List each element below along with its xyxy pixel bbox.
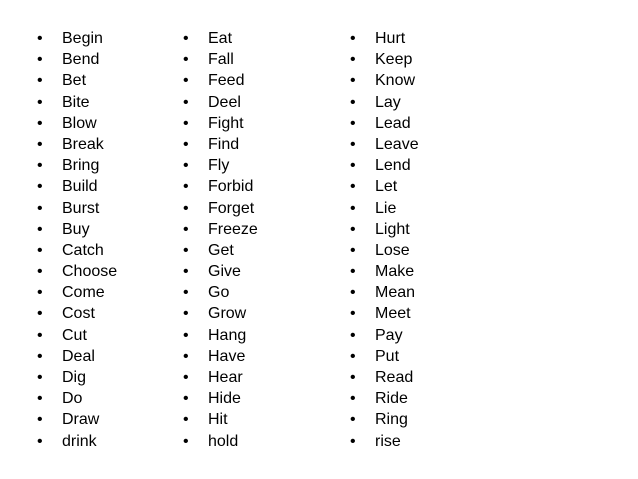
bullet-icon: • xyxy=(350,199,356,217)
bullet-icon: • xyxy=(350,390,356,408)
word-text: Catch xyxy=(62,241,104,259)
bullet-icon: • xyxy=(183,347,189,365)
word-text: Cut xyxy=(62,326,87,344)
word-text: Let xyxy=(375,178,398,196)
word-text: Choose xyxy=(62,263,118,281)
word-text: Hit xyxy=(208,411,228,429)
bullet-icon: • xyxy=(37,390,43,408)
bullet-icon: • xyxy=(37,241,43,259)
bullet-icon: • xyxy=(37,326,43,344)
word-text: Find xyxy=(208,135,240,153)
word-text: Grow xyxy=(208,305,247,323)
bullet-icon: • xyxy=(37,263,43,281)
bullet-icon: • xyxy=(183,241,189,259)
word-text: Fly xyxy=(208,157,230,175)
bullet-icon: • xyxy=(37,347,43,365)
word-text: rise xyxy=(375,432,401,450)
word-text: Hide xyxy=(208,390,241,408)
bullet-icon: • xyxy=(350,178,356,196)
bullet-icon: • xyxy=(183,432,189,450)
bullet-icon: • xyxy=(37,51,43,69)
word-text: Begin xyxy=(62,30,103,47)
word-text: Mean xyxy=(375,284,416,302)
word-text: Have xyxy=(208,347,246,365)
word-text: Lie xyxy=(375,199,397,217)
bullet-icon: • xyxy=(183,199,189,217)
word-text: Put xyxy=(375,347,400,365)
bullet-icon: • xyxy=(37,30,43,47)
bullet-icon: • xyxy=(350,114,356,132)
word-text: Light xyxy=(375,220,410,238)
bullet-icon: • xyxy=(350,305,356,323)
bullet-icon: • xyxy=(37,135,43,153)
word-text: Fall xyxy=(208,51,234,69)
word-text: Dig xyxy=(62,369,87,386)
word-text: Hang xyxy=(208,326,247,344)
word-text: Fight xyxy=(208,114,244,132)
word-text: Do xyxy=(62,390,83,408)
word-text: hold xyxy=(208,432,239,450)
bullet-icon: • xyxy=(350,284,356,302)
word-text: Go xyxy=(208,284,230,302)
word-text: Meet xyxy=(375,305,411,323)
bullet-icon: • xyxy=(37,199,43,217)
word-text: Bend xyxy=(62,51,100,69)
bullet-icon: • xyxy=(183,114,189,132)
word-text: Freeze xyxy=(208,220,258,238)
bullet-icon: • xyxy=(37,305,43,323)
bullet-icon: • xyxy=(37,220,43,238)
bullet-icon: • xyxy=(183,30,189,47)
word-text: Lead xyxy=(375,114,411,132)
word-text: Forbid xyxy=(208,178,254,196)
bullet-icon: • xyxy=(37,178,43,196)
bullet-icon: • xyxy=(183,178,189,196)
bullet-icon: • xyxy=(350,30,356,47)
word-text: Burst xyxy=(62,199,100,217)
word-text: Draw xyxy=(62,411,100,429)
word-text: Bring xyxy=(62,157,100,175)
bullet-icon: • xyxy=(183,263,189,281)
bullet-icon: • xyxy=(183,305,189,323)
bullet-icon: • xyxy=(350,263,356,281)
word-text: Build xyxy=(62,178,98,196)
bullet-icon: • xyxy=(37,72,43,90)
bullet-icon: • xyxy=(183,411,189,429)
bullet-icon: • xyxy=(183,390,189,408)
word-text: Hurt xyxy=(375,30,406,47)
word-text: Ring xyxy=(375,411,408,429)
word-text: Hear xyxy=(208,369,243,386)
bullet-icon: • xyxy=(183,51,189,69)
word-text: Lose xyxy=(375,241,410,259)
bullet-icon: • xyxy=(350,51,356,69)
bullet-icon: • xyxy=(37,432,43,450)
word-text: drink xyxy=(62,432,97,450)
bullet-icon: • xyxy=(350,157,356,175)
word-text: Deel xyxy=(208,93,241,111)
word-text: Get xyxy=(208,241,234,259)
word-text: Bite xyxy=(62,93,90,111)
word-text: Know xyxy=(375,72,416,90)
word-text: Forget xyxy=(208,199,255,217)
bullet-icon: • xyxy=(350,220,356,238)
bullet-icon: • xyxy=(350,72,356,90)
word-text: Blow xyxy=(62,114,97,132)
word-text: Feed xyxy=(208,72,245,90)
word-text: Come xyxy=(62,284,105,302)
bullet-icon: • xyxy=(350,411,356,429)
bullet-icon: • xyxy=(183,93,189,111)
word-text: Bet xyxy=(62,72,87,90)
bullet-icon: • xyxy=(350,93,356,111)
word-text: Deal xyxy=(62,347,95,365)
bullet-icon: • xyxy=(183,157,189,175)
bullet-icon: • xyxy=(350,135,356,153)
word-text: Make xyxy=(375,263,415,281)
bullet-icon: • xyxy=(350,347,356,365)
bullet-icon: • xyxy=(183,72,189,90)
bullet-icon: • xyxy=(183,284,189,302)
word-text: Leave xyxy=(375,135,419,153)
bullet-icon: • xyxy=(350,432,356,450)
word-text: Eat xyxy=(208,30,233,47)
word-text: Ride xyxy=(375,390,408,408)
bullet-icon: • xyxy=(350,326,356,344)
bullet-icon: • xyxy=(183,220,189,238)
word-text: Lend xyxy=(375,157,411,175)
bullet-icon: • xyxy=(37,284,43,302)
word-text: Keep xyxy=(375,51,413,69)
word-text: Buy xyxy=(62,220,90,238)
bullet-icon: • xyxy=(37,369,43,386)
bullet-icon: • xyxy=(37,411,43,429)
bullet-icon: • xyxy=(350,369,356,386)
bullet-icon: • xyxy=(37,157,43,175)
word-text: Lay xyxy=(375,93,401,111)
word-text: Break xyxy=(62,135,104,153)
bullet-icon: • xyxy=(37,114,43,132)
word-text: Cost xyxy=(62,305,95,323)
word-text: Read xyxy=(375,369,414,386)
word-text: Pay xyxy=(375,326,403,344)
bullet-icon: • xyxy=(350,241,356,259)
bullet-icon: • xyxy=(183,135,189,153)
bullet-icon: • xyxy=(183,326,189,344)
bullet-icon: • xyxy=(183,369,189,386)
bullet-icon: • xyxy=(37,93,43,111)
word-text: Give xyxy=(208,263,241,281)
